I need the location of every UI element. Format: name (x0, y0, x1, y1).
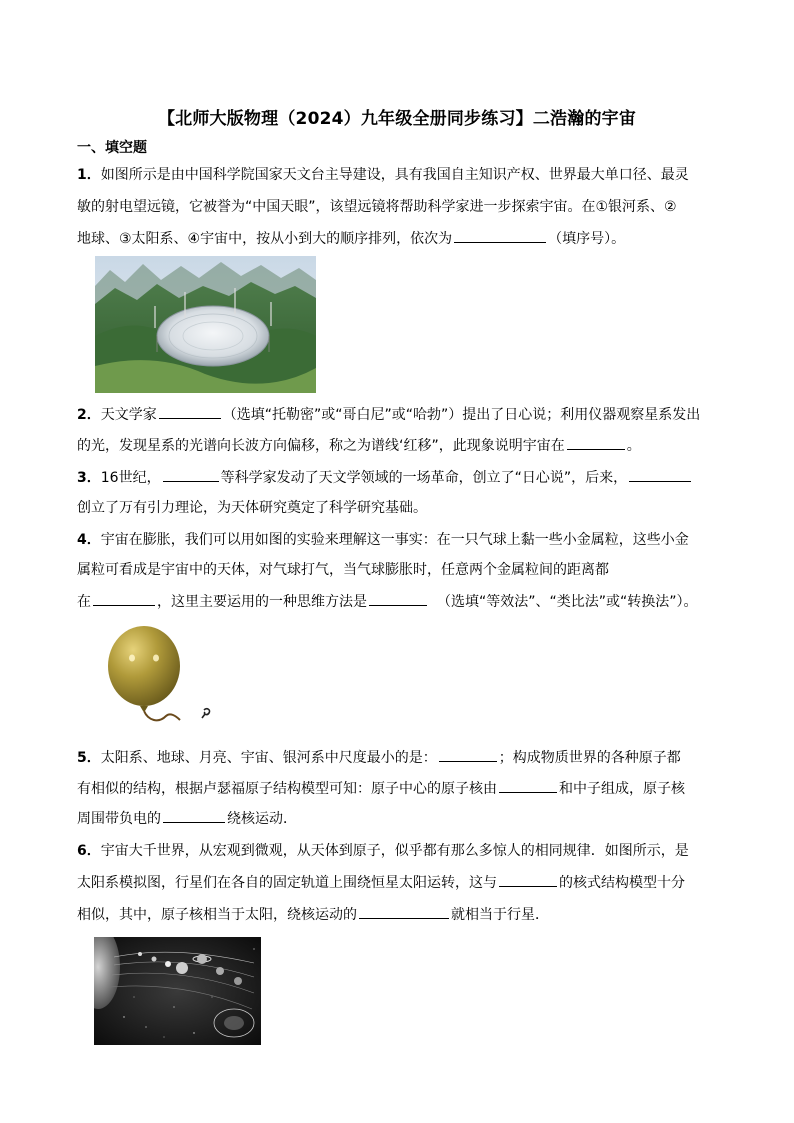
q1-line1 (77, 165, 722, 185)
q3-line1 (77, 467, 722, 488)
q6-text-d: 相似，其中，原子核相当于太阳，绕核运动的 (77, 907, 357, 923)
q6-number: 6． (77, 843, 101, 859)
q3-number: 3． (77, 470, 101, 486)
q2-blank-1[interactable] (159, 404, 221, 419)
q1-number: 1． (77, 167, 101, 183)
q4-text-a: 宇宙在膨胀，我们可以用如图的实验来理解这一事实：在一只气球上黏一些小金属粒，这些小金 (100, 532, 689, 548)
q5-text-c: 有相似的结构，根据卢瑟福原子结构模型可知：原子中心的原子核由 (77, 781, 497, 797)
q1-answer-blank[interactable] (454, 228, 546, 243)
q4-text-c: ，这里主要运用的一种思维方法是 (157, 594, 367, 610)
q5-text-f: 绕核运动． (227, 811, 297, 827)
q2-text-d: 。 (626, 438, 641, 454)
section-heading: 一、填空题 (77, 140, 147, 156)
q6-text-a: 宇宙大千世界，从宏观到微观，从天体到原子，似乎都有那么多惊人的相同规律．如图所示，是 (100, 843, 689, 859)
q4-blank-2[interactable] (369, 591, 427, 606)
q2-number: 2． (77, 407, 101, 423)
gold-balloon-image (100, 624, 225, 739)
q4-line2: 属粒可看成是宇宙中的天体，对气球打气，当气球膨胀时，任意两个金属粒间的距离都 (77, 562, 609, 578)
q2-line1 (77, 404, 722, 425)
q5-text-d: 和中子组成，原子核 (559, 781, 685, 797)
q3-blank-2[interactable] (629, 467, 691, 482)
q5-text-a: 太阳系、地球、月亮、宇宙、银河系中尺度最小的是： (100, 750, 437, 766)
q6-text-e: 就相当于行星． (451, 907, 549, 923)
q4-line1 (77, 530, 722, 550)
q6-blank-2[interactable] (359, 904, 449, 919)
q5-text-e: 周围带负电的 (77, 811, 161, 827)
q1-line3 (77, 228, 722, 249)
q6-text-b: 太阳系模拟图，行星们在各自的固定轨道上围绕恒星太阳运转，这与 (77, 875, 497, 891)
q4-text-b: 在 (77, 594, 91, 610)
q5-blank-1[interactable] (439, 747, 497, 762)
q5-line2 (77, 778, 722, 799)
q4-number: 4． (77, 532, 101, 548)
q2-text-c: 的光，发现星系的光谱向长波方向偏移，称之为谱线‘红移”，此现象说明宇宙在 (77, 438, 565, 454)
q5-blank-2[interactable] (499, 778, 557, 793)
q6-line1 (77, 841, 722, 861)
q2-blank-2[interactable] (567, 435, 625, 450)
q2-text-b: （选填“托勒密”或“哥白尼”或“哈勃”）提出了日心说；利用仪器观察星系发出 (222, 407, 701, 423)
q1-text-b: （填序号）。 (548, 231, 626, 247)
q6-line2 (77, 872, 722, 893)
q5-line1 (77, 747, 722, 768)
q3-text-b: 等科学家发动了天文学领域的一场革命，创立了“日心说”，后来， (220, 470, 628, 486)
q5-line3 (77, 808, 722, 829)
page-title: 【北师大版物理（2024）九年级全册同步练习】二浩瀚的宇宙 (157, 109, 637, 129)
q6-blank-1[interactable] (499, 872, 557, 887)
q5-text-b: ；构成物质世界的各种原子都 (498, 750, 681, 766)
q4-text-d: （选填“等效法”、“类比法”或“转换法”）。 (437, 594, 698, 610)
q1-text: 如图所示是由中国科学院国家天文台主导建设，具有我国自主知识产权、世界最大单口径、最灵 (100, 167, 689, 183)
q4-blank-1[interactable] (93, 591, 155, 606)
q1-line2: 敏的射电望远镜，它被誉为“中国天眼”，该望远镜将帮助科学家进一步探索宇宙。在①银河系、② (77, 199, 677, 215)
q3-text-a: 16世纪， (100, 470, 161, 486)
q5-number: 5． (77, 750, 101, 766)
q5-blank-3[interactable] (163, 808, 225, 823)
q3-blank-1[interactable] (163, 467, 219, 482)
fast-telescope-image (95, 256, 316, 393)
solar-system-image (94, 937, 261, 1045)
q4-line3 (77, 591, 722, 612)
q2-line2 (77, 435, 722, 456)
q3-line2: 创立了万有引力理论，为天体研究奠定了科学研究基础。 (77, 500, 427, 516)
q6-line3 (77, 904, 722, 925)
q6-text-c: 的核式结构模型十分 (559, 875, 685, 891)
q1-text-a: 地球、③太阳系、④宇宙中，按从小到大的顺序排列，依次为 (77, 231, 453, 247)
q2-text-a: 天文学家 (100, 407, 157, 423)
